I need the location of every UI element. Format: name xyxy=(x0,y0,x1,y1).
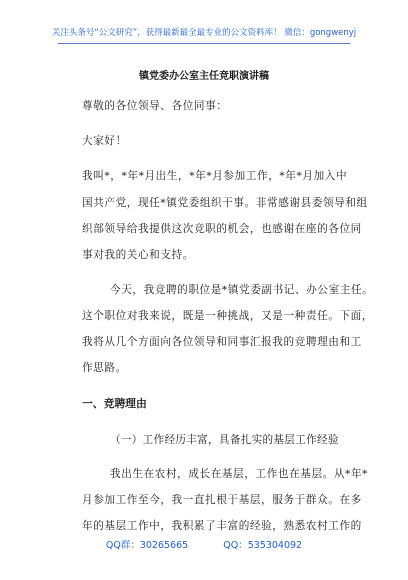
header-divider xyxy=(58,43,350,44)
paragraph-line: 我将从几个方面向各位领导和同事汇报我的竞聘理由和工 xyxy=(82,336,362,348)
paragraph-line: 月参加工作至今，我一直扎根于基层，服务于群众。在多 xyxy=(82,494,362,506)
paragraph-line: 今天，我竞聘的职位是*镇党委副书记、办公室主任。 xyxy=(110,284,374,296)
paragraph-line: 年的基层工作中，我积累了丰富的经验，熟悉农村工作的 xyxy=(82,520,362,532)
document-title: 镇党委办公室主任竞职演讲稿 xyxy=(139,71,269,82)
paragraph-line: 我出生在农村，成长在基层，工作也在基层。从*年* xyxy=(110,468,369,480)
paragraph-line: 这个职位对我来说，既是一种挑战，又是一种责任。下面， xyxy=(82,310,374,322)
section-heading: 一、竞聘理由 xyxy=(82,397,147,410)
paragraph-line: 我叫*，*年*月出生，*年*月参加工作，*年*月加入中 xyxy=(82,170,348,182)
footer-qq: QQ：535304092 xyxy=(223,540,303,551)
greeting: 大家好！ xyxy=(82,135,127,147)
paragraph-line: 作思路。 xyxy=(82,362,127,374)
salutation: 尊敬的各位领导、各位同事： xyxy=(82,100,228,112)
paragraph-line: 事对我的关心和支持。 xyxy=(82,249,194,261)
paragraph-line: 织部领导给我提供这次竞职的机会，也感谢在座的各位同 xyxy=(82,223,362,235)
subsection-heading: （一）工作经历丰富，具备扎实的基层工作经验 xyxy=(110,434,339,446)
page-header-promo: 关注头条号“公文研究”，获得最新最全最专业的公文资料库！ 微信：gongwenyj xyxy=(51,28,357,38)
footer-qq-group: QQ群：30265665 xyxy=(105,540,189,551)
paragraph-line: 国共产党，现任*镇党委组织干事。非常感谢县委领导和组 xyxy=(82,197,368,209)
page-footer xyxy=(0,537,408,551)
